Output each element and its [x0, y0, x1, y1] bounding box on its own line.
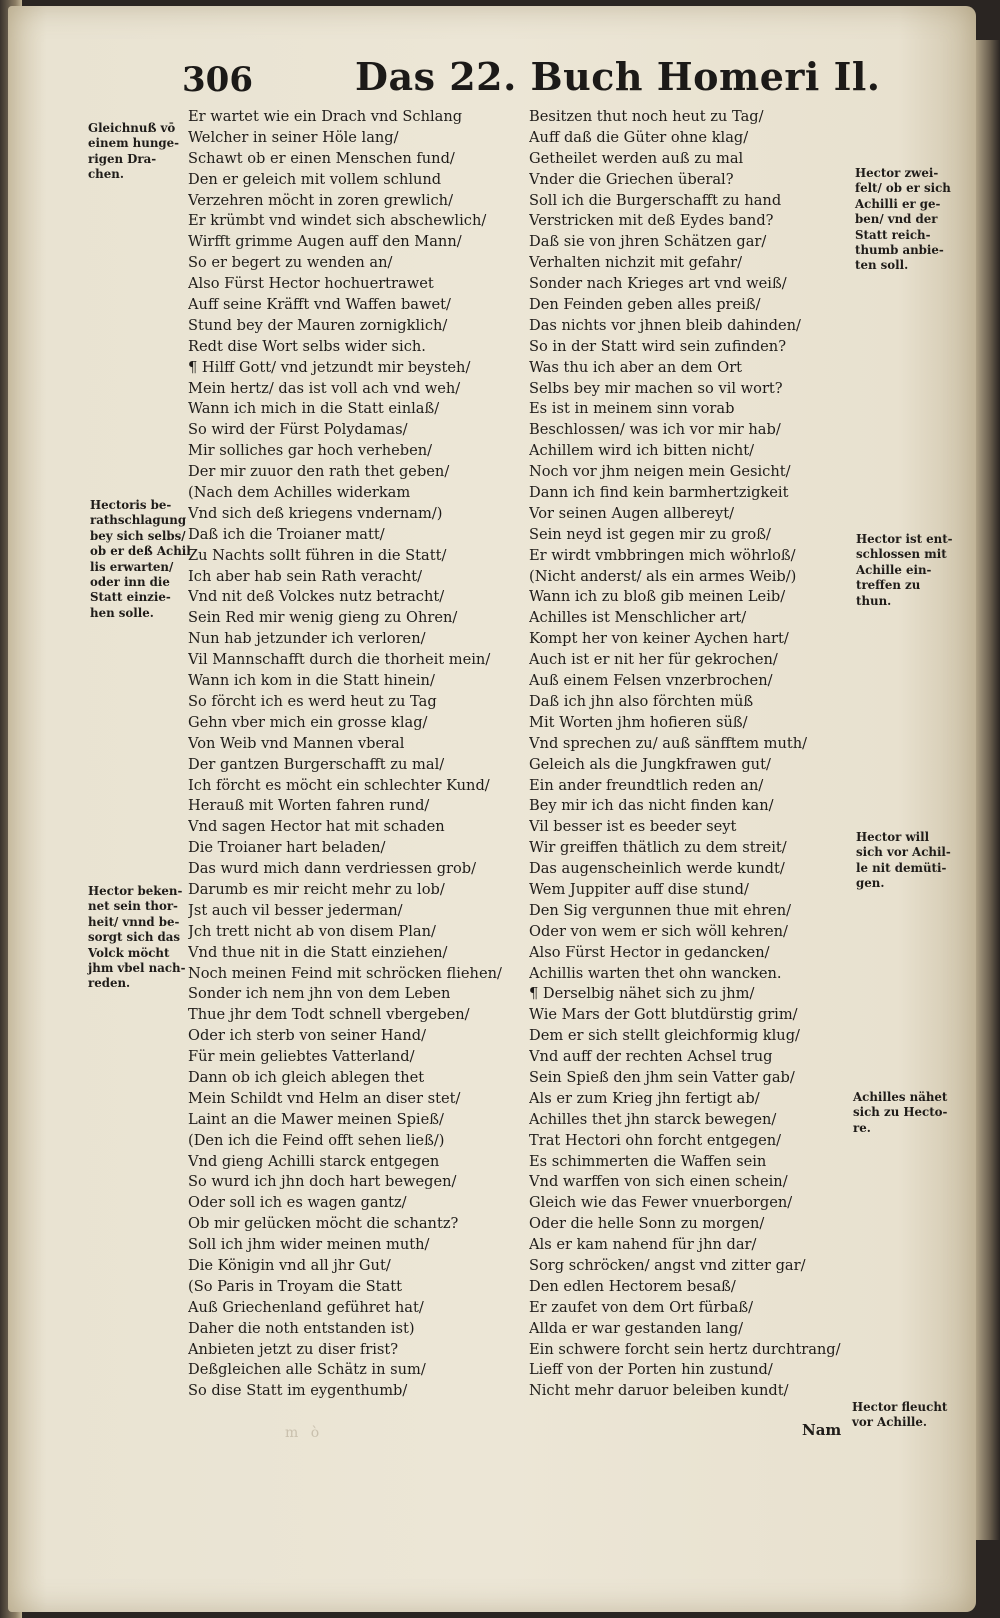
verse-line: Sein neyd ist gegen mir zu groß/ [529, 525, 771, 543]
verse-line: Achillis warten thet ohn wancken. [529, 964, 782, 982]
verse-line: Er wartet wie ein Drach vnd Schlang [188, 108, 463, 125]
margin-note-left-1: Gleichnuß vō einem hunge- rigen Dra- chen. [88, 121, 180, 182]
verse-line: Als er zum Krieg jhn fertigt ab/ [529, 1089, 760, 1107]
verse-line: Thue jhr dem Todt schnell vbergeben/ [188, 1006, 470, 1024]
verse-line: Zu Nachts sollt führen in die Statt/ [188, 546, 447, 564]
verse-line: Oder die helle Sonn zu morgen/ [529, 1215, 765, 1233]
verse-line: Vnd nit deß Volckes nutz betracht/ [188, 588, 445, 606]
verse-line: (Den ich die Feind offt sehen ließ/) [188, 1131, 445, 1149]
verse-line: Gleich wie das Fewer vnuerborgen/ [529, 1194, 793, 1212]
verse-line: Den Sig vergunnen thue mit ehren/ [529, 901, 792, 919]
verse-line: (Nach dem Achilles widerkam [188, 484, 411, 502]
verse-line: Gehn vber mich ein grosse klag/ [188, 713, 428, 731]
verse-line: Mein Schildt vnd Helm an diser stet/ [188, 1089, 461, 1107]
verse-line: Sonder nach Krieges art vnd weiß/ [529, 275, 787, 293]
margin-note-right-4: Achilles nähet sich zu Hecto- re. [853, 1090, 948, 1135]
verse-line: Soll ich die Burgerschafft zu hand [529, 191, 782, 209]
verse-line: Nicht mehr daruor beleiben kundt/ [529, 1382, 789, 1400]
verse-line: Ich förcht es möcht ein schlechter Kund/ [188, 776, 490, 794]
verse-line: Getheilet werden auß zu mal [529, 149, 744, 167]
margin-note-right-2: Hector ist ent- schlossen mit Achille ein- treffen zu thun. [856, 532, 953, 608]
verse-line: Achilles thet jhn starck bewegen/ [529, 1110, 777, 1128]
verse-line: ¶ Derselbig nähet sich zu jhm/ [529, 985, 755, 1003]
verse-line: So förcht ich es werd heut zu Tag [188, 692, 437, 710]
verse-line: Herauß mit Worten fahren rund/ [188, 797, 430, 815]
verse-line: (Nicht anderst/ als ein armes Weib/) [529, 567, 797, 585]
verse-line: Sonder ich nem jhn von dem Leben [188, 985, 451, 1003]
verse-line: Auch ist er nit her für gekrochen/ [529, 651, 778, 669]
verse-line: Dann ob ich gleich ablegen thet [188, 1068, 425, 1086]
verse-line: Vnder die Griechen überal? [529, 170, 734, 188]
page-edge [974, 40, 1000, 1540]
verse-line: Geleich als die Jungkfrawen gut/ [529, 755, 771, 773]
verse-line: Noch meinen Feind mit schröcken fliehen/ [188, 964, 502, 982]
page-number: 306 [182, 60, 253, 100]
verse-line: Daher die noth entstanden ist) [188, 1319, 415, 1337]
verse-line: Vnd sagen Hector hat mit schaden [188, 818, 445, 836]
verse-line: Ein ander freundtlich reden an/ [529, 776, 764, 794]
verse-line: Schawt ob er einen Menschen fund/ [188, 149, 455, 167]
verse-line: Kompt her von keiner Aychen hart/ [529, 630, 789, 648]
verse-line: Auß einem Felsen vnzerbrochen/ [529, 672, 773, 690]
verse-line: Laint an die Mawer meinen Spieß/ [188, 1110, 444, 1128]
verse-line: Stund bey der Mauren zornigklich/ [188, 316, 448, 334]
verse-line: Oder ich sterb von seiner Hand/ [188, 1027, 426, 1045]
verse-line: Vil besser ist es beeder seyt [529, 818, 737, 836]
margin-note-right-5: Hector fleucht vor Achille. [852, 1400, 948, 1430]
verse-line: Verzehren möcht in zoren grewlich/ [188, 191, 453, 209]
verse-line: Als er kam nahend für jhn dar/ [529, 1236, 757, 1254]
verse-line: Daß sie von jhren Schätzen gar/ [529, 233, 767, 251]
verse-line: Den er geleich mit vollem schlund [188, 170, 442, 188]
catchword: Nam [802, 1421, 842, 1439]
verse-line: Ein schwere forcht sein hertz durchtrang/ [529, 1340, 841, 1358]
verse-line: Bey mir ich das nicht finden kan/ [529, 797, 774, 815]
verse-line: Das nichts vor jhnen bleib dahinden/ [529, 316, 801, 334]
verse-line: Es ist in meinem sinn vorab [529, 400, 735, 418]
verse-line: Selbs bey mir machen so vil wort? [529, 379, 783, 397]
faded-mark: m ò [285, 1425, 324, 1441]
verse-line: So wird der Fürst Polydamas/ [188, 421, 408, 439]
verse-line: Sorg schröcken/ angst vnd zitter gar/ [529, 1256, 806, 1274]
verse-line: Von Weib vnd Mannen vberal [188, 734, 405, 752]
verse-line: Sein Red mir wenig gieng zu Ohren/ [188, 609, 458, 627]
margin-note-right-1: Hector zwei- felt/ ob er sich Achilli er ge- ben/ vnd der Statt reich- thumb anbie- ten soll. [855, 166, 951, 273]
verse-line: Ich aber hab sein Rath veracht/ [188, 567, 423, 585]
verse-line: Jch trett nicht ab von disem Plan/ [188, 922, 436, 940]
verse-line: Vnd thue nit in die Statt einziehen/ [188, 943, 448, 961]
verse-line: Vil Mannschafft durch die thorheit mein/ [188, 651, 491, 669]
verse-line: Wie Mars der Gott blutdürstig grim/ [529, 1006, 798, 1024]
verse-line: Lieff von der Porten hin zustund/ [529, 1361, 773, 1379]
verse-line: Besitzen thut noch heut zu Tag/ [529, 108, 764, 125]
verse-line: Auff daß die Güter ohne klag/ [529, 128, 749, 146]
verse-line: So dise Statt im eygenthumb/ [188, 1382, 408, 1400]
verse-line: Verstricken mit deß Eydes band? [529, 212, 774, 230]
verse-line: Vnd gieng Achilli starck entgegen [188, 1152, 440, 1170]
verse-line: Daß ich jhn also förchten müß [529, 692, 754, 710]
margin-note-right-3: Hector will sich vor Achil- le nit demüti- gen. [856, 830, 951, 891]
verse-line: Jst auch vil besser jederman/ [188, 901, 403, 919]
verse-line: Deßgleichen alle Schätz in sum/ [188, 1361, 426, 1379]
verse-line: Wann ich kom in die Statt hinein/ [188, 672, 435, 690]
verse-line: Trat Hectori ohn forcht entgegen/ [529, 1131, 782, 1149]
verse-line: Oder von wem er sich wöll kehren/ [529, 922, 788, 940]
verse-line: Welcher in seiner Höle lang/ [188, 128, 399, 146]
verse-line: Vnd auff der rechten Achsel trug [529, 1048, 773, 1066]
verse-line: Ob mir gelücken möcht die schantz? [188, 1215, 459, 1233]
verse-line: Beschlossen/ was ich vor mir hab/ [529, 421, 781, 439]
verse-line: Achillem wird ich bitten nicht/ [529, 442, 755, 460]
verse-line: ¶ Hilff Gott/ vnd jetzundt mir beysteh/ [188, 358, 471, 376]
verse-line: Das wurd mich dann verdriessen grob/ [188, 860, 477, 878]
verse-line: Vnd sprechen zu/ auß sänfftem muth/ [529, 734, 808, 752]
margin-note-left-2: Hectoris be- rathschlagung bey sich selbs/ ob er deß Achil lis erwarten/ oder inn die Statt einzie- hen solle. [90, 498, 191, 620]
verse-line: Wann ich mich in die Statt einlaß/ [188, 400, 440, 418]
verse-line: Der mir zuuor den rath thet geben/ [188, 463, 450, 481]
verse-line: So wurd ich jhn doch hart bewegen/ [188, 1173, 457, 1191]
verse-line: So er begert zu wenden an/ [188, 254, 393, 272]
verse-line: Den Feinden geben alles preiß/ [529, 296, 761, 314]
verse-line: Was thu ich aber an dem Ort [529, 358, 743, 376]
verse-line: Auß Griechenland geführet hat/ [188, 1298, 424, 1316]
verse-line: Darumb es mir reicht mehr zu lob/ [188, 880, 445, 898]
verse-line: Redt dise Wort selbs wider sich. [188, 337, 426, 355]
verse-line: Es schimmerten die Waffen sein [529, 1152, 767, 1170]
verse-line: Mit Worten jhm hofieren süß/ [529, 713, 748, 731]
verse-line: Vor seinen Augen allbereyt/ [529, 504, 735, 522]
verse-line: Achilles ist Menschlicher art/ [529, 609, 747, 627]
verse-line: Dann ich find kein barmhertzigkeit [529, 484, 789, 502]
verse-line: Er krümbt vnd windet sich abschewlich/ [188, 212, 487, 230]
verse-line: Sein Spieß den jhm sein Vatter gab/ [529, 1068, 795, 1086]
verse-line: Verhalten nichzit mit gefahr/ [529, 254, 742, 272]
verse-line: Der gantzen Burgerschafft zu mal/ [188, 755, 445, 773]
verse-line: Anbieten jetzt zu diser frist? [188, 1340, 399, 1358]
verse-column-left [188, 107, 518, 1402]
verse-line: Auff seine Kräfft vnd Waffen bawet/ [188, 296, 451, 314]
verse-line: Wem Juppiter auff dise stund/ [529, 880, 749, 898]
verse-line: Vnd sich deß kriegens vndernam/) [188, 504, 443, 522]
verse-line: Mein hertz/ das ist voll ach vnd weh/ [188, 379, 461, 397]
verse-line: Die Königin vnd all jhr Gut/ [188, 1256, 391, 1274]
verse-line: Also Fürst Hector hochuertrawet [188, 275, 434, 293]
verse-line: Wann ich zu bloß gib meinen Leib/ [529, 588, 786, 606]
verse-column-right [529, 107, 854, 1402]
verse-line: Mir solliches gar hoch verheben/ [188, 442, 433, 460]
verse-line: Nun hab jetzunder ich verloren/ [188, 630, 426, 648]
verse-line: Die Troianer hart beladen/ [188, 839, 386, 857]
page-header [0, 52, 1000, 102]
verse-line: Für mein geliebtes Vatterland/ [188, 1048, 415, 1066]
verse-line: Daß ich die Troianer matt/ [188, 525, 385, 543]
verse-line: Den edlen Hectorem besaß/ [529, 1277, 736, 1295]
verse-line: Soll ich jhm wider meinen muth/ [188, 1236, 430, 1254]
verse-line: Er wirdt vmbbringen mich wöhrloß/ [529, 546, 796, 564]
verse-line: Noch vor jhm neigen mein Gesicht/ [529, 463, 791, 481]
verse-line: Oder soll ich es wagen gantz/ [188, 1194, 407, 1212]
running-title: Das 22. Buch Homeri Il. [355, 54, 881, 99]
verse-line: Vnd warffen von sich einen schein/ [529, 1173, 788, 1191]
verse-line: Dem er sich stellt gleichformig klug/ [529, 1027, 800, 1045]
verse-line: Wirfft grimme Augen auff den Mann/ [188, 233, 462, 251]
verse-line: (So Paris in Troyam die Statt [188, 1277, 402, 1295]
verse-line: Also Fürst Hector in gedancken/ [529, 943, 770, 961]
verse-line: Wir greiffen thätlich zu dem streit/ [529, 839, 787, 857]
verse-line: Er zaufet von dem Ort fürbaß/ [529, 1298, 754, 1316]
verse-line: Das augenscheinlich werde kundt/ [529, 860, 785, 878]
verse-line: Allda er war gestanden lang/ [529, 1319, 744, 1337]
verse-line: So in der Statt wird sein zufinden? [529, 337, 787, 355]
margin-note-left-3: Hector beken- net sein thor- heit/ vnnd be- sorgt sich das Volck möcht jhm vbel nach- reden. [88, 884, 186, 991]
